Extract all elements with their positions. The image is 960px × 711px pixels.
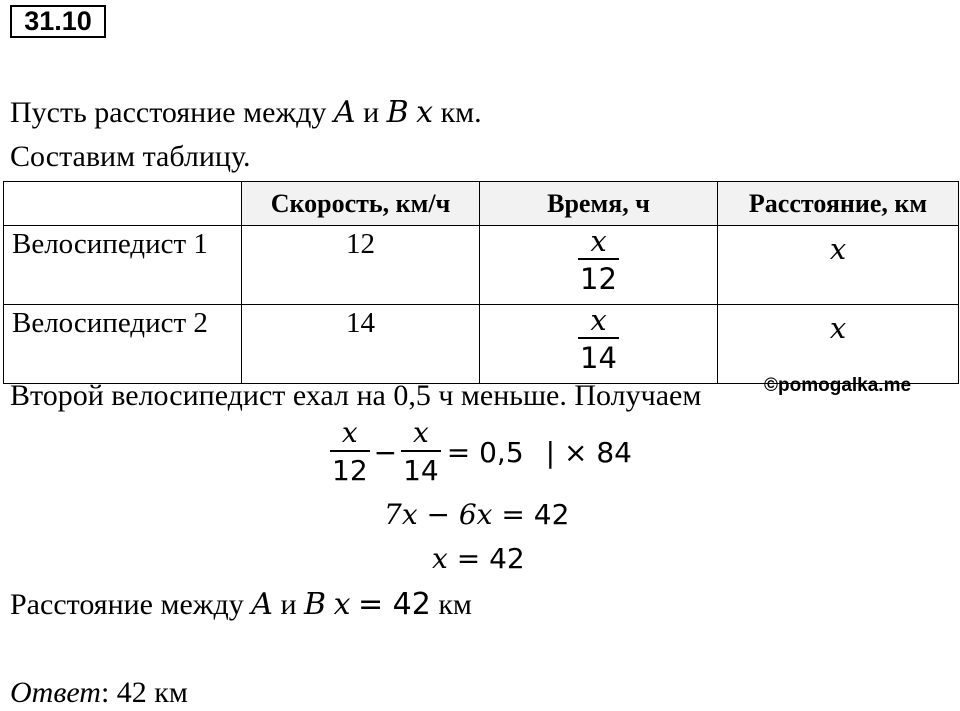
and-word: и	[280, 588, 297, 621]
distance-equals: = 42	[358, 587, 431, 622]
table-row	[4, 305, 959, 384]
equation-1-rhs: = 0,5	[446, 435, 524, 469]
minus-sign: −	[373, 435, 398, 469]
distance-line	[10, 587, 472, 623]
equation-3-rhs: = 42	[456, 542, 525, 575]
fraction-1	[330, 418, 370, 486]
fraction-bar	[578, 337, 619, 339]
answer-value: : 42 км	[100, 676, 188, 709]
fraction-denominator: 14	[403, 454, 439, 487]
point-a: A	[333, 95, 356, 130]
time-cell	[480, 226, 718, 305]
table-header-distance: Расстояние, км	[718, 182, 959, 226]
equation-2-rhs: = 42	[501, 498, 570, 531]
and-word: и	[363, 96, 380, 129]
second-slower-line: Второй велосипедист ехал на 0,5 ч меньше. Получаем	[10, 379, 702, 412]
equation-3	[432, 541, 525, 577]
variable-x: x	[416, 95, 434, 130]
intro-line	[10, 95, 482, 131]
km-unit: км.	[440, 96, 482, 129]
cyclist-name: Велосипедист 1	[4, 226, 242, 305]
fraction-bar	[578, 258, 619, 260]
speed-cell: 12	[242, 226, 480, 305]
point-a: A	[251, 587, 273, 622]
equation-2	[384, 497, 569, 533]
speed-cell: 14	[242, 305, 480, 384]
fraction-denominator: 14	[580, 341, 617, 375]
distance-text: Расстояние между	[10, 588, 244, 621]
table-header-empty	[4, 182, 242, 226]
watermark: ©pomogalka.me	[764, 375, 912, 396]
equation-3-lhs: x	[432, 542, 448, 575]
fraction-denominator: 12	[580, 262, 617, 296]
answer-label: Ответ	[10, 676, 101, 709]
intro-text: Пусть расстояние между	[10, 96, 327, 129]
fraction-bar	[401, 450, 441, 452]
point-b: B	[386, 95, 409, 130]
problem-number: 31.10	[10, 5, 106, 38]
fraction-numerator: x	[590, 224, 607, 258]
point-b: B	[304, 587, 327, 622]
variable-x: x	[333, 587, 351, 622]
fraction-2	[401, 418, 441, 486]
fraction-numerator: x	[413, 416, 429, 449]
cyclist-name: Велосипедист 2	[4, 305, 242, 384]
time-cell	[480, 305, 718, 384]
table-header-speed: Скорость, км/ч	[242, 182, 480, 226]
equation-1-multiplier: | × 84	[545, 435, 632, 469]
distance-cell: x	[718, 226, 959, 305]
time-fraction	[578, 226, 619, 294]
equation-1	[330, 418, 632, 486]
fraction-numerator: x	[590, 303, 607, 337]
fraction-denominator: 12	[332, 454, 368, 487]
distance-cell: x	[718, 305, 959, 384]
data-table	[3, 181, 959, 384]
time-fraction	[578, 305, 619, 373]
equation-2-lhs: 7x − 6x	[384, 498, 493, 531]
fraction-numerator: x	[341, 416, 358, 449]
compose-table-line: Составим таблицу.	[10, 140, 251, 173]
table-header-time: Время, ч	[480, 182, 718, 226]
fraction-bar	[330, 450, 370, 452]
table-row	[4, 226, 959, 305]
distance-unit: км	[438, 588, 472, 621]
table-header-row	[4, 182, 959, 226]
